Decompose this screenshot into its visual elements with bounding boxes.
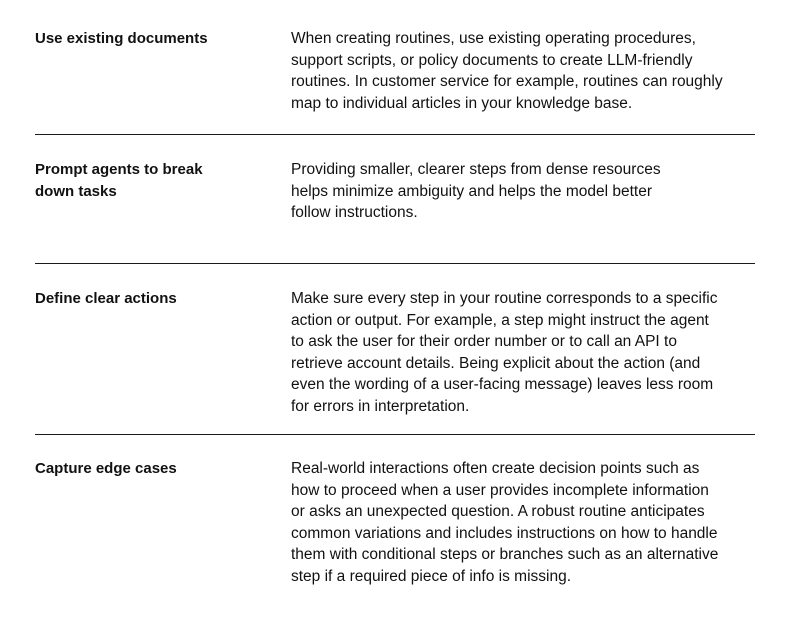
text-line: Real-world interactions often create decision points such as <box>291 460 700 477</box>
title-line: Prompt agents to break <box>35 161 203 178</box>
text-line: even the wording of a user-facing message) leaves less room <box>291 376 714 393</box>
row-description <box>291 288 755 417</box>
table-row <box>35 264 755 435</box>
text-line: helps minimize ambiguity and helps the model better <box>291 182 652 200</box>
text-line: map to individual articles in your knowledge base. <box>291 94 633 112</box>
table-row <box>35 435 755 587</box>
text-line: Providing smaller, clearer steps from dense resources <box>291 161 661 178</box>
row-title: Capture edge cases <box>35 460 177 477</box>
table-row <box>35 135 755 264</box>
text-line: to ask the user for their order number or to call an API to <box>291 333 677 350</box>
row-title: Use existing documents <box>35 30 208 47</box>
text-line: Make sure every step in your routine corresponds to a specific <box>291 290 718 307</box>
text-line: action or output. For example, a step might instruct the agent <box>291 311 709 329</box>
row-title: Define clear actions <box>35 290 177 307</box>
text-line: common variations and includes instructions on how to handle <box>291 524 718 542</box>
text-line: retrieve account details. Being explicit about the action (and <box>291 354 701 372</box>
table-row <box>35 27 755 135</box>
text-line: follow instructions. <box>291 204 418 221</box>
best-practices-table <box>35 27 755 587</box>
text-line: When creating routines, use existing operating procedures, <box>291 30 696 47</box>
title-line: down tasks <box>35 182 117 200</box>
row-title <box>35 159 291 202</box>
text-line: how to proceed when a user provides incomplete information <box>291 481 709 499</box>
text-line: or asks an unexpected question. A robust routine anticipates <box>291 503 705 520</box>
row-description <box>291 28 755 114</box>
row-description <box>291 458 755 587</box>
text-line: them with conditional steps or branches such as an alternative <box>291 546 719 563</box>
row-description <box>291 159 755 224</box>
text-line: routines. In customer service for example, routines can roughly <box>291 73 723 90</box>
text-line: for errors in interpretation. <box>291 397 470 415</box>
text-line: step if a required piece of info is missing. <box>291 567 571 585</box>
text-line: support scripts, or policy documents to create LLM-friendly <box>291 51 693 69</box>
